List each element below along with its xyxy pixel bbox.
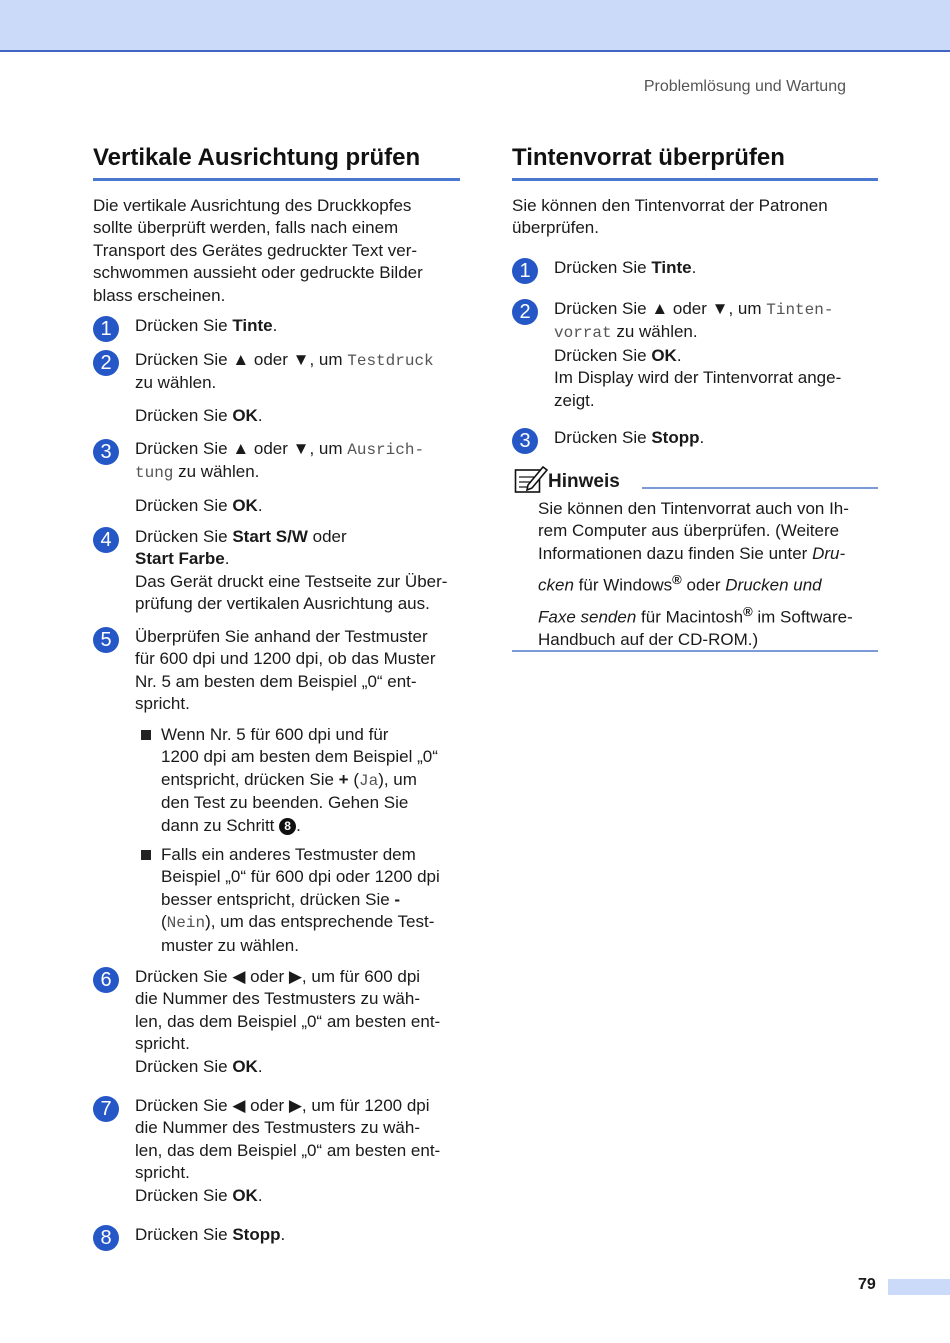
- step-4: 4 Drücken Sie Start S/W oder Start Farbe. Das Gerät druckt eine Testseite zur Über- prüfung der vertikalen Ausrichtung aus.: [93, 526, 460, 616]
- step-3: 3 Drücken Sie Stopp.: [512, 427, 878, 449]
- top-header-band: [0, 0, 950, 52]
- step-1: 1 Drücken Sie Tinte.: [512, 257, 878, 279]
- note-divider: [642, 487, 878, 489]
- step-number-badge: 6: [93, 967, 119, 993]
- step-8: 8 Drücken Sie Stopp.: [93, 1224, 460, 1246]
- note-bottom-divider: [512, 650, 878, 652]
- section-heading-ink-volume: Tintenvorrat überprüfen: [512, 144, 878, 181]
- step-6: 6 Drücken Sie ◀ oder ▶, um für 600 dpi die Nummer des Testmusters zu wäh- len, das dem Beispiel „0“ am besten ent- spricht. Drücken Sie OK.: [93, 966, 460, 1078]
- step-number-badge: 3: [512, 428, 538, 454]
- step-number-badge: 8: [93, 1225, 119, 1251]
- intro-paragraph: Sie können den Tintenvorrat der Patronen überprüfen.: [512, 196, 828, 238]
- section-heading-vertical-alignment: Vertikale Ausrichtung prüfen: [93, 144, 460, 181]
- step-number-badge: 2: [512, 299, 538, 325]
- step-number-badge: 1: [93, 316, 119, 342]
- step-number-badge: 1: [512, 258, 538, 284]
- step-number-badge: 3: [93, 439, 119, 465]
- bullet-item-other-pattern: Falls ein anderes Testmuster dem Beispiel „0“ für 600 dpi oder 1200 dpi besser entspricht, drücken Sie - (Nein), um das entsprechende Test- muster zu wählen.: [141, 844, 459, 957]
- note-body: Sie können den Tintenvorrat auch von Ih- rem Computer aus überprüfen. (Weitere Informationen dazu finden Sie unter Dru- cken für Windows® oder Drucken und Faxe senden für Macintosh® im Software- Handbuch auf der CD-ROM.): [538, 499, 853, 650]
- intro-paragraph: Die vertikale Ausrichtung des Druckkopfes sollte überprüft werden, falls nach einem Transport des Gerätes gedruckter Text ver- schwommen aussieht oder gedruckte Bilder blass erscheinen.: [93, 196, 423, 305]
- step-5: 5 Überprüfen Sie anhand der Testmuster für 600 dpi und 1200 dpi, ob das Muster Nr. 5 am besten dem Beispiel „0“ ent- spricht.: [93, 626, 460, 716]
- page-number: 79: [858, 1276, 876, 1293]
- step-3: 3 Drücken Sie ▲ oder ▼, um Ausrich- tung zu wählen. Drücken Sie OK.: [93, 438, 460, 517]
- step-number-badge: 7: [93, 1096, 119, 1122]
- step-2: 2 Drücken Sie ▲ oder ▼, um Tinten- vorrat zu wählen. Drücken Sie OK. Im Display wird der Tintenvorrat ange- zeigt.: [512, 298, 878, 412]
- step-2: 2 Drücken Sie ▲ oder ▼, um Testdruck zu wählen. Drücken Sie OK.: [93, 349, 460, 427]
- note-title: Hinweis: [548, 471, 620, 492]
- step-number-badge: 2: [93, 350, 119, 376]
- bullet-item-match: Wenn Nr. 5 für 600 dpi und für 1200 dpi am besten dem Beispiel „0“ entspricht, drücken Sie + (Ja), um den Test zu beenden. Gehen Sie dann zu Schritt 8 .: [141, 724, 459, 837]
- note-pencil-icon: [514, 464, 548, 494]
- step-number-badge: 5: [93, 627, 119, 653]
- bullet-square-icon: [141, 730, 151, 740]
- step-1: 1 Drücken Sie Tinte.: [93, 315, 460, 337]
- step-number-badge: 4: [93, 527, 119, 553]
- page-header-title: Problemlösung und Wartung: [643, 78, 846, 95]
- step-7: 7 Drücken Sie ◀ oder ▶, um für 1200 dpi die Nummer des Testmusters zu wäh- len, das dem Beispiel „0“ am besten ent- spricht. Drücken Sie OK.: [93, 1095, 460, 1207]
- step-reference-icon: 8: [279, 818, 296, 835]
- bullet-square-icon: [141, 850, 151, 860]
- page-number-bar: [888, 1279, 950, 1295]
